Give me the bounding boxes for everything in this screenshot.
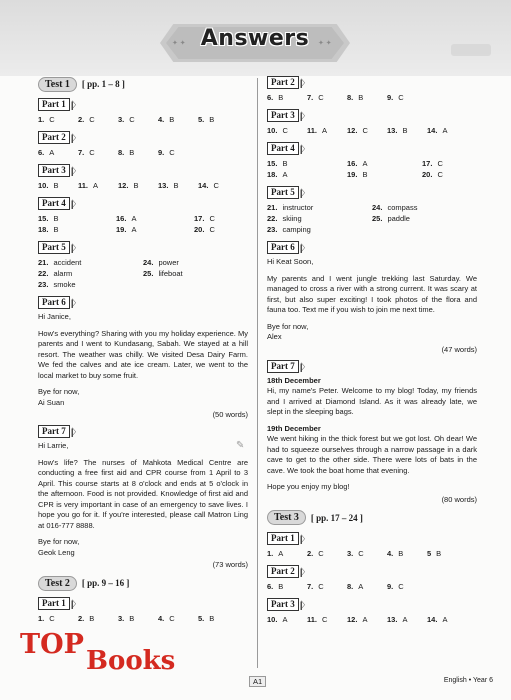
- part-heading: Part 5 |||〉: [267, 186, 477, 199]
- part-heading: Part 7 |||〉: [267, 360, 477, 373]
- chevron-icon: |||〉: [299, 361, 308, 372]
- test1-heading: [38, 76, 248, 92]
- answer-row: 6. B 7. C 8. B 9. C: [267, 93, 404, 102]
- star-icon: ✦ ✦: [172, 40, 186, 47]
- pencil-icon: ✎: [236, 440, 245, 451]
- chevron-icon: |||〉: [299, 243, 308, 253]
- model-blog: 18th December Hi, my name's Peter. Welcome to my blog! Today, my friends and I arrived at Diamond Island. As it was already late, we slept in the sleeping bags. 19th December We went hiking in the thick forest but we got lost. Oh dear! We had to squeeze ourselves through a narrow passage in a dark cave to get to the other side. There were lots of bats in the cave. We took the boat home that evening. Hope you enjoy my blog!: [267, 375, 477, 491]
- answer-row: 18. A 19. B 20. C: [267, 170, 443, 179]
- topbooks-logo: TOP: [20, 629, 84, 660]
- test1-pages: [ pp. 1 – 8 ]: [81, 79, 125, 89]
- page-tab: [451, 44, 491, 56]
- part-heading: Part 3 |||〉: [267, 598, 477, 611]
- chevron-icon: |||〉: [299, 188, 308, 198]
- answer-row: 1. C 2. B 3. B 4. C 5. B: [38, 614, 215, 623]
- word-count: (47 words): [441, 344, 477, 354]
- answer-row: 10. A 11. C 12. A 13. A 14. A: [267, 614, 448, 624]
- page-title: Answers: [200, 26, 310, 51]
- answer-row: 1. C 2. C 3. C 4. B 5. B: [38, 115, 215, 124]
- model-letter: Hi Keat Soon, My parents and I went jungle trekking last Saturday. We managed to cross a river with a strong current. It was scary at first, but also super exciting! I took photos of the flora and fauna too. Text me if you wish to join me next time. Bye for now, Alex: [267, 257, 477, 341]
- part-heading: Part 7 |||〉: [38, 425, 248, 438]
- chevron-icon: |||〉: [70, 199, 79, 209]
- right-column: [267, 76, 477, 625]
- part-heading: Part 5 |||〉: [38, 241, 248, 254]
- model-letter: Hi Janice, How's everything? Sharing with you my holiday experience. My parents and I went to Kundasang, Sabah. We stayed at a hill resort. The weather was chilly. We visited Desa Dairy Farm. We fed the calves and ate ice cream. Later, we went to the local market to buy some fruit. Bye for now, Ai Suan: [38, 312, 248, 407]
- test2-heading: [38, 575, 248, 591]
- chevron-icon: |||〉: [70, 133, 79, 143]
- answer-row: 23. camping: [267, 225, 311, 234]
- part-heading: Part 1 |||〉: [38, 98, 248, 111]
- chevron-icon: |||〉: [70, 166, 79, 176]
- answer-row: 10. B 11. A 12. B 13. B 14. C: [38, 181, 219, 190]
- test2-pages: [ pp. 9 – 16 ]: [81, 578, 130, 588]
- chevron-icon: |||〉: [299, 599, 308, 610]
- word-count: (50 words): [212, 410, 248, 419]
- test1-label: Test 1: [38, 77, 77, 92]
- chevron-icon: |||〉: [70, 100, 79, 110]
- answer-row: 23. smoke: [38, 280, 76, 289]
- part-heading: Part 3 |||〉: [38, 164, 248, 177]
- part-heading: Part 4 |||〉: [38, 197, 248, 210]
- part-heading: Part 4 |||〉: [267, 142, 477, 155]
- chevron-icon: |||〉: [299, 111, 308, 121]
- chevron-icon: |||〉: [70, 298, 79, 308]
- answer-row: 15. B 16. A 17. C: [38, 214, 215, 223]
- star-icon: ✦ ✦: [318, 40, 332, 47]
- test3-pages: [ pp. 17 – 24 ]: [310, 512, 363, 523]
- part-heading: Part 2 |||〉: [267, 565, 477, 578]
- part-heading: Part 1 |||〉: [38, 597, 248, 610]
- part-heading: Part 2 |||〉: [38, 131, 248, 144]
- answer-row: 1. A 2. C 3. C 4. B 5 B: [267, 548, 442, 558]
- answer-row: 21. instructor 24. compass: [267, 203, 418, 212]
- answer-row: 6. B 7. C 8. A 9. C: [267, 581, 404, 591]
- part-heading: Part 6 |||〉: [38, 296, 248, 309]
- answer-row: 22. alarm 25. lifeboat: [38, 269, 183, 278]
- part-heading: Part 6 |||〉: [267, 241, 477, 254]
- chevron-icon: |||〉: [299, 533, 308, 544]
- test3-heading: [267, 510, 477, 526]
- chevron-icon: |||〉: [299, 144, 308, 154]
- footer-subject: English • Year 6: [443, 677, 493, 684]
- word-count: (73 words): [212, 560, 248, 569]
- page-number: A1: [249, 676, 266, 687]
- model-letter: Hi Larrie, How's life? The nurses of Mahkota Medical Centre are conducting a free first aid and CPR course from 1 April to 3 April. This course starts at 8 o'clock and ends at 5 o'clock in the afternoon. Food is not provided. Knowledge of first aid and CPR is very important in case of an emergency to save lives. I hope you go for it. If you're interested, please call Matron Ling at 016-777 8888. Bye for now, Geok Leng: [38, 441, 248, 557]
- word-count: (80 words): [441, 494, 477, 504]
- part-heading: Part 3 |||〉: [267, 109, 477, 122]
- chevron-icon: |||〉: [299, 566, 308, 577]
- part-heading: Part 1 |||〉: [267, 532, 477, 545]
- answer-row: 18. B 19. A 20. C: [38, 225, 215, 234]
- answer-row: 15. B 16. A 17. C: [267, 159, 443, 168]
- answer-row: 21. accident 24. power: [38, 258, 179, 267]
- answer-row: 22. skiing 25. paddle: [267, 214, 410, 223]
- answer-row: 10. C 11. A 12. C 13. B 14. A: [267, 126, 448, 135]
- topbooks-logo-books: Books: [86, 646, 176, 676]
- test3-label: Test 3: [267, 510, 306, 525]
- left-column: [38, 76, 248, 624]
- chevron-icon: |||〉: [70, 427, 79, 437]
- answer-row: 6. A 7. C 8. B 9. C: [38, 148, 175, 157]
- chevron-icon: |||〉: [70, 243, 79, 253]
- column-divider: [257, 78, 258, 668]
- chevron-icon: |||〉: [70, 599, 79, 609]
- test2-label: Test 2: [38, 576, 77, 591]
- chevron-icon: |||〉: [299, 78, 308, 88]
- part-heading: Part 2 |||〉: [267, 76, 477, 89]
